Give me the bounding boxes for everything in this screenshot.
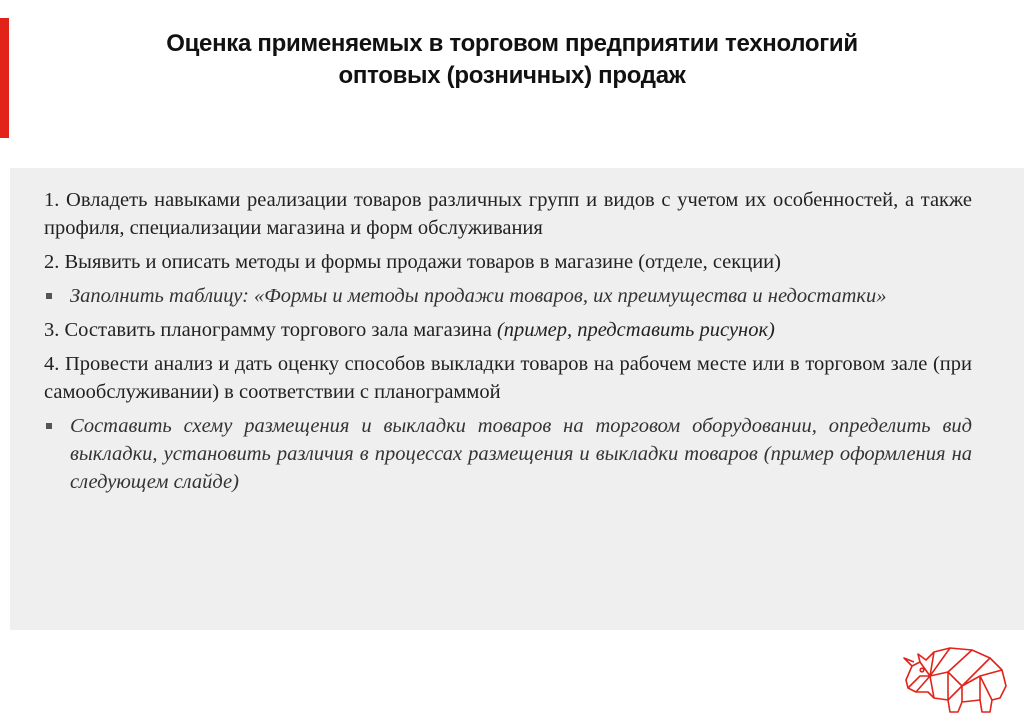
accent-bar xyxy=(0,18,9,138)
task-item-1: 1. Овладеть навыками реализации товаров различных групп и видов с учетом их особенностей, а также профиля, специализации магазина и форм обслуживания xyxy=(44,189,972,239)
rhino-logo-icon xyxy=(900,636,1012,716)
task-subitem-table: Заполнить таблицу: «Формы и методы продажи товаров, их преимущества и недостатки» xyxy=(44,282,972,310)
task-item-4: 4. Провести анализ и дать оценку способов выкладки товаров на рабочем месте или в торговом зале (при самообслуживании) в соответствии с планограммой xyxy=(44,353,972,403)
title-line-2: оптовых (розничных) продаж xyxy=(338,62,686,89)
task-list xyxy=(44,186,972,502)
task-item-3-example: (пример, представить рисунок) xyxy=(496,319,775,341)
task-item-2: 2. Выявить и описать методы и формы продажи товаров в магазине (отделе, секции) xyxy=(44,251,781,273)
task-item-3 xyxy=(44,316,972,344)
task-subitem-scheme: Составить схему размещения и выкладки товаров на торговом оборудовании, определить вид выкладки, установить различия в процессах размещения и выкладки товаров (пример оформления на следующем слайде) xyxy=(44,412,972,496)
slide-title xyxy=(40,28,984,92)
task-item-3-text: 3. Составить планограмму торгового зала магазина xyxy=(44,319,497,341)
title-line-1: Оценка применяемых в торговом предприятии технологий xyxy=(166,30,858,57)
